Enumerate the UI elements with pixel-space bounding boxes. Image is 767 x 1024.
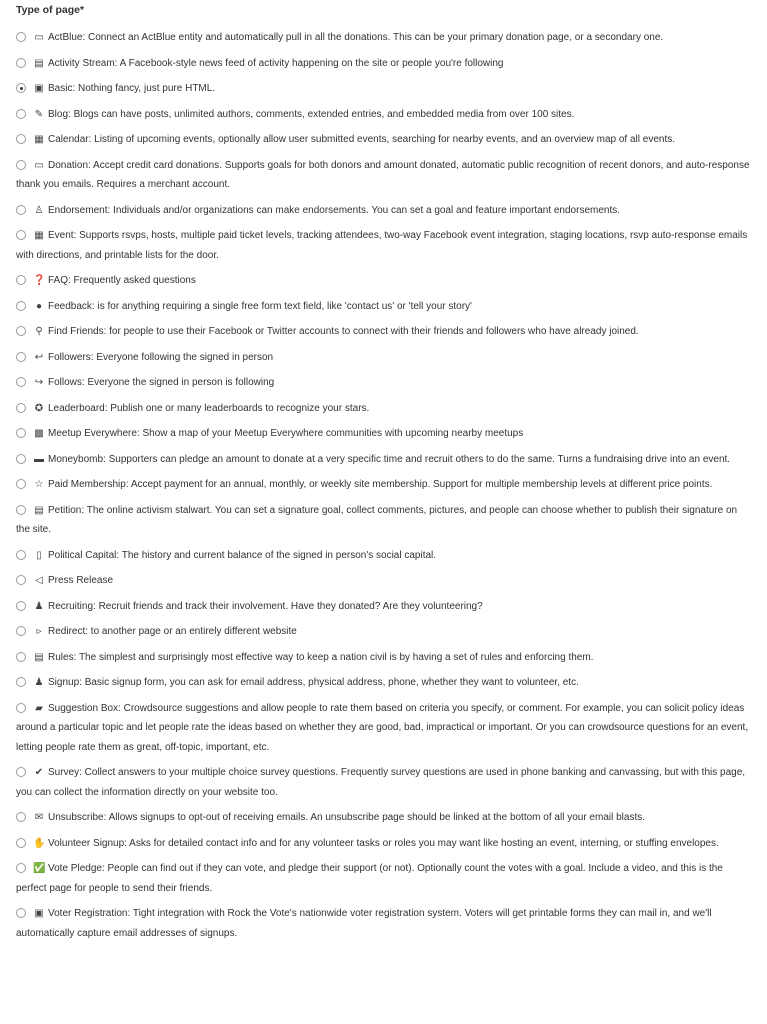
page-type-radio[interactable] <box>16 601 26 611</box>
pencil-square-icon: ✎ <box>34 108 44 120</box>
reply-arrow-icon: ↩ <box>34 351 44 363</box>
page-type-option[interactable] <box>16 424 753 444</box>
page-type-option[interactable] <box>16 808 753 828</box>
page-type-option[interactable] <box>16 622 753 642</box>
window-icon: ▣ <box>34 83 44 94</box>
checkmark-icon: ✔ <box>34 767 44 778</box>
page-type-radio[interactable] <box>16 134 26 144</box>
option-description: Unsubscribe: Allows signups to opt-out of receiving emails. An unsubscribe page should be linked at the bottom of all your email blasts. <box>48 812 645 823</box>
calendar-icon: ▦ <box>34 230 44 241</box>
option-description: Voter Registration: Tight integration with Rock the Vote's nationwide voter registration system. Voters will get printable forms they can mail in, and we'll automatically capture email addresses of signups. <box>16 908 712 939</box>
page-type-radio[interactable] <box>16 626 26 636</box>
page-type-option[interactable] <box>16 156 753 195</box>
star-outline-icon: ☆ <box>34 479 44 490</box>
ballot-box-icon: ▣ <box>34 908 44 919</box>
credit-card-icon: ▭ <box>34 32 44 43</box>
page-type-radio[interactable] <box>16 403 26 413</box>
page-type-option[interactable] <box>16 475 753 495</box>
award-ribbon-icon: ✪ <box>34 402 44 414</box>
option-description: Meetup Everywhere: Show a map of your Meetup Everywhere communities with upcoming nearby meetups <box>48 428 524 439</box>
page-type-radio[interactable] <box>16 275 26 285</box>
page-type-option[interactable] <box>16 322 753 342</box>
page-type-radio[interactable] <box>16 301 26 311</box>
users-icon: ♟ <box>34 600 44 612</box>
option-description: Leaderboard: Publish one or many leaderboards to recognize your stars. <box>48 402 370 414</box>
page-type-radio[interactable] <box>16 205 26 215</box>
credit-card-icon: ▭ <box>34 159 44 171</box>
page-type-option[interactable] <box>16 130 753 150</box>
page-type-radio[interactable] <box>16 377 26 387</box>
page-type-option[interactable] <box>16 571 753 591</box>
envelope-x-icon: ✉ <box>34 812 44 823</box>
page-type-radio[interactable] <box>16 109 26 119</box>
option-description: Event: Supports rsvps, hosts, multiple paid ticket levels, tracking attendees, two-way Facebook event integration, staging locations, rsvp auto-response emails with directions, and printable lists for the door. <box>16 230 748 261</box>
stamp-icon: ♙ <box>34 204 44 216</box>
option-description: Calendar: Listing of upcoming events, optionally allow user submitted events, searching for nearby events, and an overview map of all events. <box>48 134 676 145</box>
option-description: Political Capital: The history and current balance of the signed in person's social capital. <box>48 549 437 561</box>
page-type-option[interactable] <box>16 597 753 617</box>
page-type-option[interactable] <box>16 271 753 291</box>
rules-document-icon: ▤ <box>34 651 44 663</box>
page-type-option[interactable] <box>16 226 753 265</box>
page-type-radio[interactable] <box>16 32 26 42</box>
page-type-radio[interactable] <box>16 326 26 336</box>
page-type-option[interactable] <box>16 763 753 802</box>
option-description: Volunteer Signup: Asks for detailed contact info and for any volunteer tasks or roles you may want like hosting an event, interning, or stuffing envelopes. <box>48 837 719 849</box>
page-type-radio[interactable] <box>16 575 26 585</box>
page-type-radio[interactable] <box>16 160 26 170</box>
page-type-option[interactable] <box>16 399 753 419</box>
option-description: Endorsement: Individuals and/or organizations can make endorsements. You can set a goal and feature important endorsements. <box>48 204 621 216</box>
share-arrow-icon: ↪ <box>34 377 44 388</box>
hand-raised-icon: ✋ <box>33 837 46 849</box>
page-type-radio[interactable] <box>16 352 26 362</box>
option-description: Signup: Basic signup form, you can ask for email address, physical address, phone, whether they want to volunteer, etc. <box>48 677 579 688</box>
page-type-option[interactable] <box>16 28 753 48</box>
page-type-radio[interactable] <box>16 677 26 687</box>
page-type-radio[interactable] <box>16 58 26 68</box>
page-type-radio[interactable] <box>16 505 26 515</box>
option-description: Donation: Accept credit card donations. Supports goals for both donors and amount donated, automatic public recognition of recent donors, and auto-response thank you emails. Requires a merchant account. <box>16 159 750 190</box>
option-description: Blog: Blogs can have posts, unlimited authors, comments, extended entries, and embedded media from over 100 sites. <box>48 108 575 120</box>
page-type-option[interactable] <box>16 348 753 368</box>
page-type-option[interactable] <box>16 546 753 566</box>
option-description: Moneybomb: Supporters can pledge an amount to donate at a very specific time and recruit others to do the same. Turns a fundraising drive into an event. <box>48 453 731 465</box>
page-type-option[interactable] <box>16 501 753 540</box>
option-description: ActBlue: Connect an ActBlue entity and automatically pull in all the donations. This can be your primary donation page, or a secondary one. <box>48 32 664 43</box>
check-circle-icon: ✅ <box>33 863 46 874</box>
page-type-option[interactable] <box>16 648 753 668</box>
option-description: Press Release <box>48 575 114 586</box>
page-type-radio[interactable] <box>16 550 26 560</box>
page-type-option[interactable] <box>16 859 753 898</box>
page-type-option[interactable] <box>16 297 753 317</box>
option-description: Survey: Collect answers to your multiple choice survey questions. Frequently survey questions are used in phone banking and canvassing, but with this page, you can collect the information directly on your website too. <box>16 767 746 798</box>
search-icon: ⚲ <box>35 326 43 337</box>
document-icon: ▤ <box>34 57 44 69</box>
battery-icon: ▯ <box>36 549 42 561</box>
field-label: Type of page* <box>16 4 85 16</box>
page-type-radio[interactable] <box>16 838 26 848</box>
option-description: Vote Pledge: People can find out if they can vote, and pledge their support (or not). Optionally count the votes with a goal. Include a video, and this is the perfect page for people to send their friends. <box>16 863 723 894</box>
page-type-option[interactable] <box>16 105 753 125</box>
option-description: Feedback: is for anything requiring a single free form text field, like 'contact us' or 'tell your story' <box>48 300 472 312</box>
page-type-option[interactable] <box>16 54 753 74</box>
option-description: Activity Stream: A Facebook-style news feed of activity happening on the site or people you're following <box>48 57 504 69</box>
clipboard-icon: ▤ <box>34 504 44 516</box>
option-description: Paid Membership: Accept payment for an annual, monthly, or weekly site membership. Support for multiple membership levels at different price points. <box>48 479 713 490</box>
option-description: Redirect: to another page or an entirely different website <box>48 626 297 637</box>
page-type-radio[interactable] <box>16 652 26 662</box>
page-type-option[interactable] <box>16 699 753 758</box>
question-circle-icon: ❓ <box>33 275 46 286</box>
page-type-radio[interactable] <box>16 908 26 918</box>
page-type-radio[interactable] <box>16 428 26 438</box>
meetup-icon: ▩ <box>34 428 44 439</box>
page-type-option[interactable] <box>16 673 753 693</box>
page-type-option[interactable] <box>16 904 753 943</box>
calendar-icon: ▦ <box>34 134 44 145</box>
page-type-radio[interactable] <box>16 454 26 464</box>
option-description: Rules: The simplest and surprisingly most effective way to keep a nation civil is by having a set of rules and enforcing them. <box>48 651 594 663</box>
megaphone-icon: ◁ <box>35 575 43 586</box>
inbox-icon: ▰ <box>35 702 43 714</box>
page-type-option[interactable] <box>16 201 753 221</box>
money-icon: ▬ <box>34 453 44 465</box>
option-description: Petition: The online activism stalwart. You can set a signature goal, collect comments, pictures, and people can choose whether to publish their signature on the site. <box>16 504 738 535</box>
option-description: Follows: Everyone the signed in person is following <box>48 377 275 388</box>
page-type-radio[interactable] <box>16 812 26 822</box>
comment-icon: ● <box>35 300 43 312</box>
page-type-radio[interactable] <box>16 767 26 777</box>
option-description: Recruiting: Recruit friends and track their involvement. Have they donated? Are they volunteering? <box>48 600 483 612</box>
page-type-option[interactable] <box>16 834 753 854</box>
page-type-radio[interactable] <box>16 703 26 713</box>
option-description: Find Friends: for people to use their Facebook or Twitter accounts to connect with their friends and followers who have already joined. <box>48 326 639 337</box>
redirect-icon: ▹ <box>36 626 42 637</box>
option-description: Followers: Everyone following the signed in person <box>48 351 274 363</box>
page-type-radio[interactable] <box>16 83 26 93</box>
page-type-options <box>16 28 753 943</box>
user-icon: ♟ <box>34 677 44 688</box>
page-type-radio[interactable] <box>16 479 26 489</box>
option-description: FAQ: Frequently asked questions <box>48 275 196 286</box>
option-description: Suggestion Box: Crowdsource suggestions and allow people to rate them based on criteria you specify, or comment. For example, you can solicit policy ideas around a particular topic and let people rate the ideas based on whether they are good, bad, impractical or important. Or you can crowdsource questions for an event, letting people rate them as great, off-topic, important, etc. <box>16 702 749 753</box>
page-type-radio[interactable] <box>16 863 26 873</box>
page-type-option[interactable] <box>16 79 753 99</box>
page-type-option[interactable] <box>16 373 753 393</box>
page-type-radio[interactable] <box>16 230 26 240</box>
option-description: Basic: Nothing fancy, just pure HTML. <box>48 83 216 94</box>
page-type-option[interactable] <box>16 450 753 470</box>
